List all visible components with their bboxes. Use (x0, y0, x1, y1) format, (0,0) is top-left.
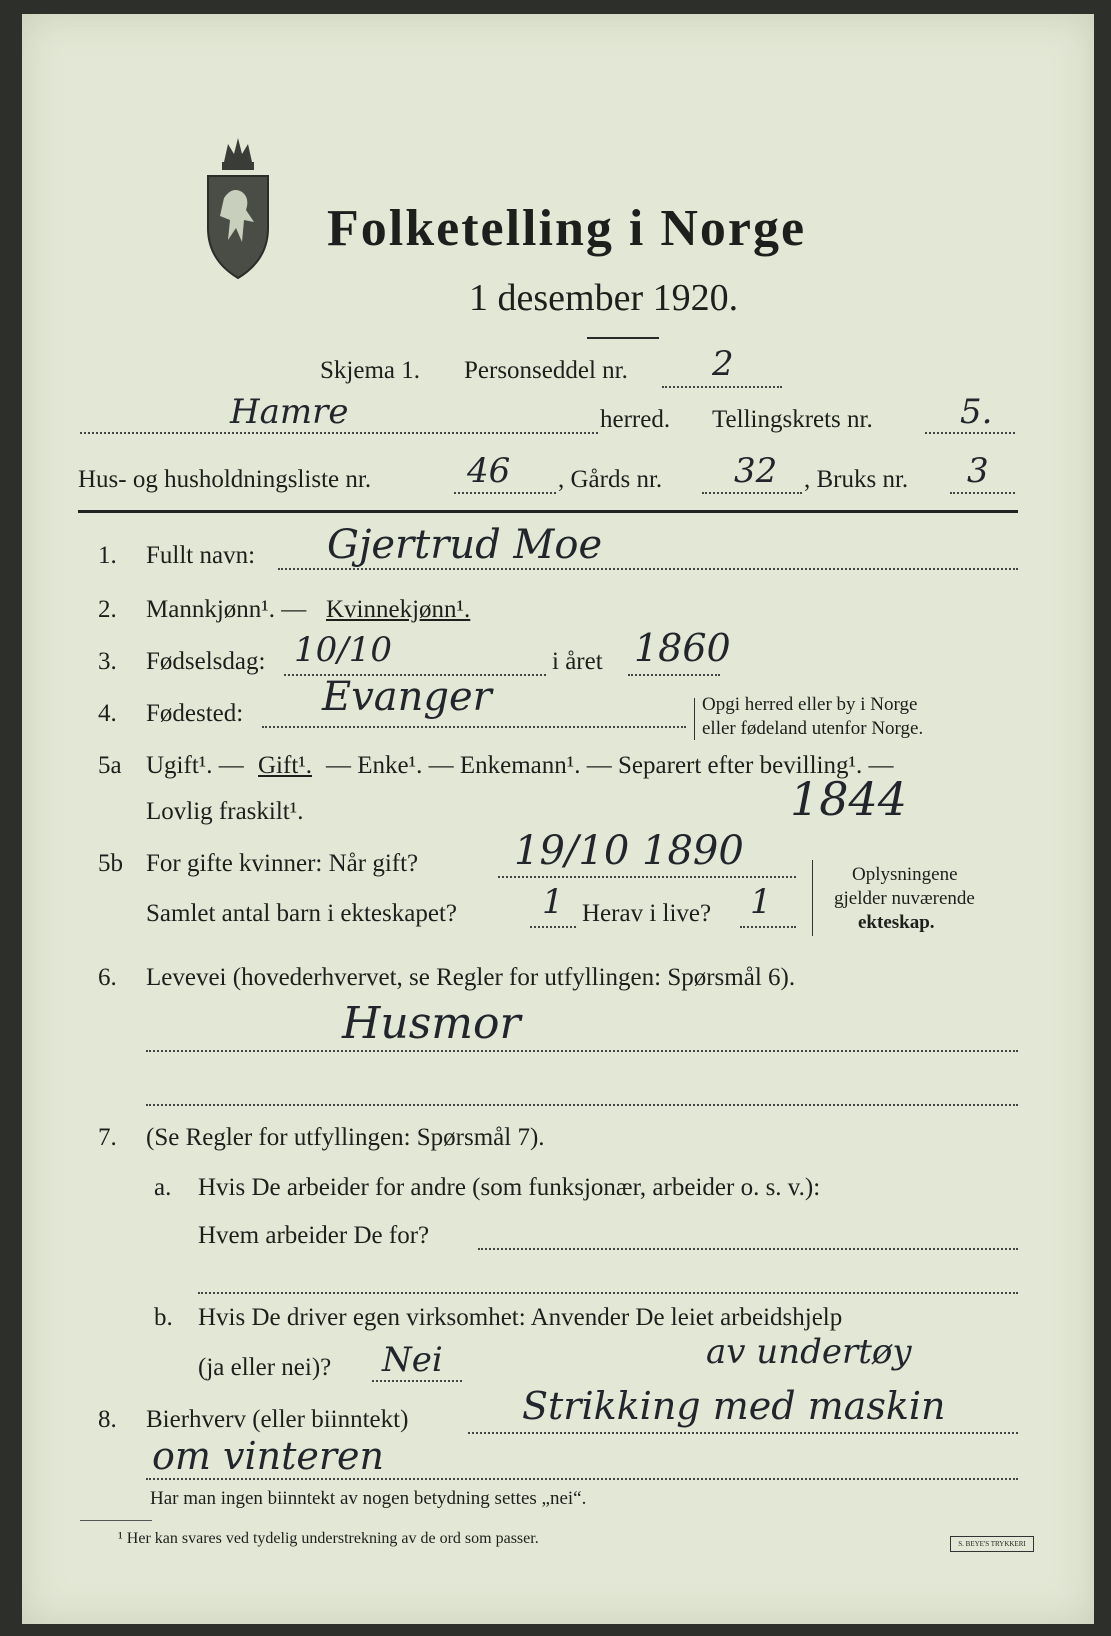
children-count-value: 1 (542, 882, 564, 922)
household-list-line (454, 492, 556, 494)
birthplace-value: Evanger (322, 674, 492, 720)
q4-line (262, 726, 686, 728)
q5b-alive-line (740, 926, 796, 928)
q5b-alive-label: Herav i live? (582, 900, 712, 927)
side-income-value-line2: om vinteren (152, 1434, 384, 1478)
footnote: ¹ Her kan svares ved tydelig understrekning av de ord som passer. (118, 1530, 539, 1547)
household-list-label: Hus- og husholdningsliste nr. (78, 466, 372, 493)
q5b-note-line2: gjelder nuværende (834, 888, 975, 909)
section-divider (78, 510, 1018, 513)
q5a-ugift-option: Ugift¹. — (146, 752, 244, 779)
personseddel-line (662, 386, 782, 388)
q6-label: Levevei (hovederhvervet, se Regler for utfyllingen: Spørsmål 6). (146, 964, 796, 991)
census-form (22, 14, 1094, 1624)
q6-line2 (146, 1104, 1018, 1106)
footnote-rule (80, 1520, 152, 1521)
q7a-line2 (198, 1292, 1018, 1294)
tellingskrets-label: Tellingskrets nr. (712, 406, 873, 433)
q5b-line (498, 876, 796, 878)
q2-male-option: Mannkjønn¹. — (146, 596, 307, 623)
q6-number: 6. (98, 964, 117, 991)
q7a-employer-label: Hvem arbeider De for? (198, 1222, 430, 1249)
q4-label: Fødested: (146, 700, 244, 727)
occupation-value: Husmor (342, 998, 521, 1049)
birth-year-value: 1860 (634, 626, 731, 670)
bruks-label: , Bruks nr. (804, 466, 909, 493)
q7-number: 7. (98, 1124, 117, 1151)
q3-label: Fødselsdag: (146, 648, 266, 675)
q5b-note-line1: Oplysningene (852, 864, 958, 885)
q1-label: Fullt navn: (146, 542, 256, 569)
q5a-other-options: — Enke¹. — Enkemann¹. — Separert efter bevilling¹. — (326, 752, 894, 779)
bruks-line (950, 492, 1015, 494)
q4-note-line1: Opgi herred eller by i Norge (702, 694, 918, 715)
q7b-answer-label: (ja eller nei)? (198, 1354, 332, 1381)
q8-label: Bierhverv (eller biinntekt) (146, 1406, 409, 1433)
q8-line2 (146, 1478, 1018, 1480)
q3-year-line (628, 674, 720, 676)
q4-note-line2: eller fødeland utenfor Norge. (702, 718, 924, 739)
title-divider (587, 337, 659, 339)
gards-line (702, 492, 802, 494)
q1-line (278, 568, 1018, 570)
gards-value: 32 (734, 451, 778, 491)
q8-value-above: av undertøy (706, 1332, 912, 1372)
q5b-label: For gifte kvinner: Når gift? (146, 850, 419, 877)
q5a-gift-option: Gift¹. (258, 752, 313, 779)
q6-line1 (146, 1050, 1018, 1052)
form-title: Folketelling i Norge (327, 200, 807, 257)
q5b-note-brace (812, 860, 817, 936)
q1-number: 1. (98, 542, 117, 569)
q7b-answer-value: Nei (382, 1340, 443, 1380)
q2-number: 2. (98, 596, 117, 623)
q5b-children-line (530, 926, 576, 928)
children-alive-value: 1 (750, 882, 772, 922)
marriage-date-value: 19/10 1890 (514, 828, 744, 874)
herred-line (80, 432, 598, 434)
birthday-value: 10/10 (294, 630, 392, 670)
q8-note: Har man ingen biinntekt av nogen betydning settes „nei“. (150, 1488, 587, 1509)
q2-female-option: Kvinnekjønn¹. (326, 596, 471, 623)
q4-number: 4. (98, 700, 117, 727)
q7a-letter: a. (154, 1174, 172, 1201)
herred-value: Hamre (230, 392, 349, 432)
q8-number: 8. (98, 1406, 117, 1433)
q3-number: 3. (98, 648, 117, 675)
gards-label: , Gårds nr. (558, 466, 663, 493)
q3-year-label: i året (552, 648, 603, 675)
q5a-number: 5a (98, 752, 122, 779)
side-income-value: Strikking med maskin (522, 1384, 946, 1428)
printer-stamp: S. BEYE'S TRYKKERI (950, 1536, 1034, 1552)
q4-note-brace (694, 698, 698, 740)
q7-label: (Se Regler for utfyllingen: Spørsmål 7). (146, 1124, 545, 1151)
tellingskrets-line (925, 432, 1015, 434)
personseddel-label: Personseddel nr. (464, 357, 628, 384)
household-list-value: 46 (467, 451, 511, 491)
q5a-divorced-option: Lovlig fraskilt¹. (146, 798, 304, 825)
q7b-label: Hvis De driver egen virksomhet: Anvender De leiet arbeidshjelp (198, 1304, 843, 1331)
q5b-children-label: Samlet antal barn i ekteskapet? (146, 900, 457, 927)
q5b-note-line3: ekteskap. (858, 912, 935, 933)
personseddel-value: 2 (712, 344, 734, 384)
q7a-label: Hvis De arbeider for andre (som funksjonær, arbeider o. s. v.): (198, 1174, 821, 1201)
q7b-letter: b. (154, 1304, 173, 1331)
q8-line1 (468, 1432, 1018, 1434)
full-name-value: Gjertrud Moe (327, 522, 603, 568)
q5b-number: 5b (98, 850, 123, 877)
q5a-extra-year: 1844 (790, 772, 908, 826)
herred-label: herred. (600, 406, 671, 433)
norway-coat-of-arms-icon (202, 132, 274, 284)
tellingskrets-value: 5. (960, 392, 993, 432)
bruks-value: 3 (967, 451, 989, 491)
schema-label: Skjema 1. (320, 357, 420, 384)
q7b-line (372, 1380, 462, 1382)
q7a-line1 (478, 1248, 1018, 1250)
census-date: 1 desember 1920. (469, 277, 739, 319)
